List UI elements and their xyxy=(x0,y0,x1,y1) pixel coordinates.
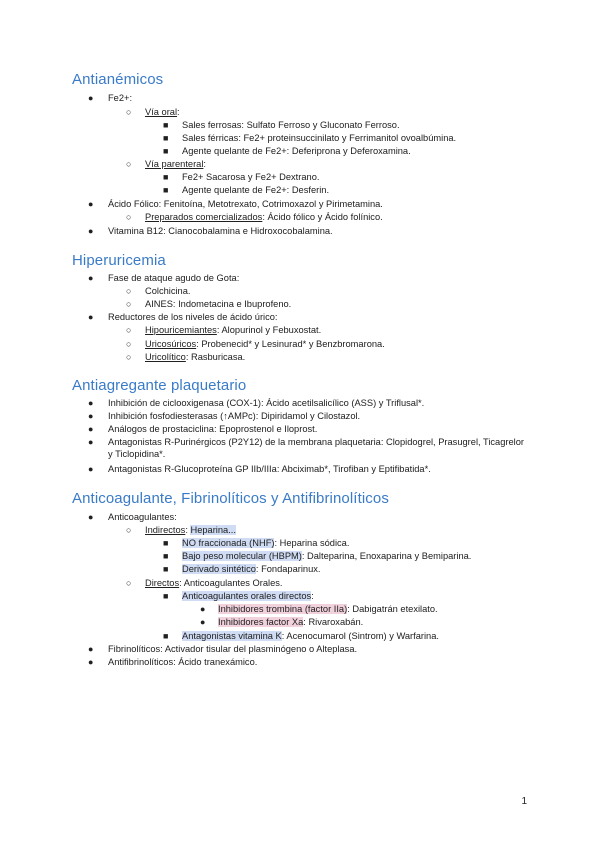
list-item-prostaciclina: Análogos de prostaciclina: Epoprostenol e Iloprost. xyxy=(108,424,318,434)
bullet-l2: ○ xyxy=(126,352,132,362)
uricosuricos-label: Uricosúricos xyxy=(145,339,197,349)
bullet-l2: ○ xyxy=(126,286,132,296)
list-item-cox1: Inhibición de ciclooxigenasa (COX-1): Ácido acetilsalicílico (ASS) y Triflusal*. xyxy=(108,398,425,408)
bullet-l1: ● xyxy=(88,657,94,667)
bullet-l1: ● xyxy=(88,226,94,236)
indirectos-label: Indirectos xyxy=(145,525,186,535)
preparados-text: : Ácido fólico y Ácido folínico. xyxy=(262,212,383,222)
list-item-gp2b3a: Antagonistas R-Glucoproteína GP IIb/IIIa: Abciximab*, Tirofiban y Eptifibatida*. xyxy=(108,464,431,474)
bullet-l1: ● xyxy=(88,437,94,447)
list-item-sacarosa: Fe2+ Sacarosa y Fe2+ Dextrano. xyxy=(182,172,320,182)
list-item-desferin: Agente quelante de Fe2+: Desferin. xyxy=(182,185,330,195)
bullet-l3: ■ xyxy=(163,564,169,574)
list-item-directos xyxy=(145,577,282,589)
bullet-l1: ● xyxy=(88,398,94,408)
list-item-indirectos xyxy=(145,524,236,536)
bullet-l2: ○ xyxy=(126,578,132,588)
list-item-trombina xyxy=(218,603,438,615)
trombina-highlight: Inhibidores trombina (factor IIa) xyxy=(218,604,348,614)
list-item-via-oral: Vía oral: xyxy=(145,107,180,117)
list-item-sales-ferricas: Sales férricas: Fe2+ proteinsuccinilato y Ferrimanitol ovoalbúmina. xyxy=(182,133,457,143)
orales-directos-highlight: Anticoagulantes orales directos xyxy=(182,591,312,601)
list-item-factor-xa xyxy=(218,616,363,628)
list-item-preparados xyxy=(145,211,383,223)
bullet-l3: ■ xyxy=(163,551,169,561)
list-item-fase-ataque: Fase de ataque agudo de Gota: xyxy=(108,273,240,283)
list-item-quelante-oral: Agente quelante de Fe2+: Deferiprona y Deferoxamina. xyxy=(182,146,411,156)
list-item-reductores: Reductores de los niveles de ácido úrico: xyxy=(108,312,278,322)
heading-anticoagulante: Anticoagulante, Fibrinolíticos y Antifibrinolíticos xyxy=(72,490,389,507)
bullet-l2: ○ xyxy=(126,107,132,117)
bullet-l3: ■ xyxy=(163,185,169,195)
heading-hiperuricemia: Hiperuricemia xyxy=(72,252,166,269)
bullet-l1: ● xyxy=(88,464,94,474)
list-item-orales-directos xyxy=(182,590,314,602)
list-item-acido-folico: Ácido Fólico: Fenitoína, Metotrexato, Cotrimoxazol y Pirimetamina. xyxy=(108,199,383,209)
bullet-l1: ● xyxy=(88,512,94,522)
nhf-highlight: NO fraccionada (NHF) xyxy=(182,538,275,548)
heading-antiagregante: Antiagregante plaquetario xyxy=(72,377,247,394)
vitk-text: : Acenocumarol (Sintrom) y Warfarina. xyxy=(281,631,439,641)
indirectos-sep: : xyxy=(185,525,191,535)
heparina-highlight: Heparina... xyxy=(190,525,236,535)
sintetico-text: : Fondaparinux. xyxy=(255,564,321,574)
heading-antianemicos: Antianémicos xyxy=(72,71,164,88)
xa-highlight: Inhibidores factor Xa xyxy=(218,617,304,627)
list-item-uricosuricos xyxy=(145,338,385,350)
vitk-highlight: Antagonistas vitamina K xyxy=(182,631,282,641)
bullet-l1: ● xyxy=(88,199,94,209)
directos-label: Directos xyxy=(145,578,180,588)
bullet-l4: ● xyxy=(200,617,206,627)
bullet-l1: ● xyxy=(88,273,94,283)
uricolitico-text: : Rasburicasa. xyxy=(185,352,246,362)
list-item-uricolitico xyxy=(145,351,245,363)
bullet-l2: ○ xyxy=(126,525,132,535)
list-item-hbpm xyxy=(182,550,471,562)
list-item-p2y12: Antagonistas R-Purinérgicos (P2Y12) de la membrana plaquetaria: Clopidogrel, Prasugrel, Ticagrelor y Ticlopidina*. xyxy=(108,437,524,459)
bullet-l3: ■ xyxy=(163,538,169,548)
list-item-aines: AINES: Indometacina e Ibuprofeno. xyxy=(145,299,292,309)
bullet-l2: ○ xyxy=(126,159,132,169)
sintetico-highlight: Derivado sintético xyxy=(182,564,256,574)
list-item-anticoagulantes: Anticoagulantes: xyxy=(108,512,177,522)
bullet-l1: ● xyxy=(88,411,94,421)
bullet-l2: ○ xyxy=(126,339,132,349)
hipouricemiantes-text: : Alopurinol y Febuxostat. xyxy=(216,325,322,335)
via-parenteral-label: Vía parenteral xyxy=(145,159,204,169)
list-item-antifibrinoliticos: Antifibrinolíticos: Ácido tranexámico. xyxy=(108,657,258,667)
list-item-sales-ferrosas: Sales ferrosas: Sulfato Ferroso y Gluconato Ferroso. xyxy=(182,120,400,130)
bullet-l2: ○ xyxy=(126,212,132,222)
bullet-l2: ○ xyxy=(126,299,132,309)
list-item-b12: Vitamina B12: Cianocobalamina e Hidroxocobalamina. xyxy=(108,226,333,236)
nhf-text: : Heparina sódica. xyxy=(274,538,350,548)
bullet-l3: ■ xyxy=(163,146,169,156)
list-item-nhf xyxy=(182,537,349,549)
bullet-l4: ● xyxy=(200,604,206,614)
bullet-l1: ● xyxy=(88,93,94,103)
hipouricemiantes-label: Hipouricemiantes xyxy=(145,325,217,335)
list-item-sintetico xyxy=(182,563,321,575)
list-item-hipouricemiantes xyxy=(145,324,321,336)
uricosuricos-text: : Probenecid* y Lesinurad* y Benzbromarona. xyxy=(196,339,385,349)
list-item-vitamina-k xyxy=(182,630,439,642)
hbpm-highlight: Bajo peso molecular (HBPM) xyxy=(182,551,302,561)
bullet-l3: ■ xyxy=(163,631,169,641)
hbpm-text: : Dalteparina, Enoxaparina y Bemiparina. xyxy=(301,551,472,561)
page-number: 1 xyxy=(521,796,527,807)
xa-text: : Rivaroxabán. xyxy=(303,617,364,627)
bullet-l1: ● xyxy=(88,312,94,322)
bullet-l3: ■ xyxy=(163,133,169,143)
bullet-l2: ○ xyxy=(126,325,132,335)
orales-directos-colon: : xyxy=(311,591,314,601)
list-item-colchicina: Colchicina. xyxy=(145,286,191,296)
list-item-via-parenteral: Vía parenteral: xyxy=(145,159,206,169)
uricolitico-label: Uricolítico xyxy=(145,352,186,362)
bullet-l1: ● xyxy=(88,424,94,434)
bullet-l3: ■ xyxy=(163,591,169,601)
list-item-fosfodiesterasas: Inhibición fosfodiesterasas (↑AMPc): Dipiridamol y Cilostazol. xyxy=(108,411,361,421)
list-item-fe2: Fe2+: xyxy=(108,93,133,103)
via-oral-label: Vía oral xyxy=(145,107,178,117)
bullet-l3: ■ xyxy=(163,172,169,182)
directos-text: : Anticoagulantes Orales. xyxy=(179,578,283,588)
bullet-l3: ■ xyxy=(163,120,169,130)
preparados-label: Preparados comercializados xyxy=(145,212,263,222)
bullet-l1: ● xyxy=(88,644,94,654)
trombina-text: : Dabigatrán etexilato. xyxy=(347,604,438,614)
list-item-fibrinoliticos: Fibrinolíticos: Activador tisular del plasminógeno o Alteplasa. xyxy=(108,644,358,654)
